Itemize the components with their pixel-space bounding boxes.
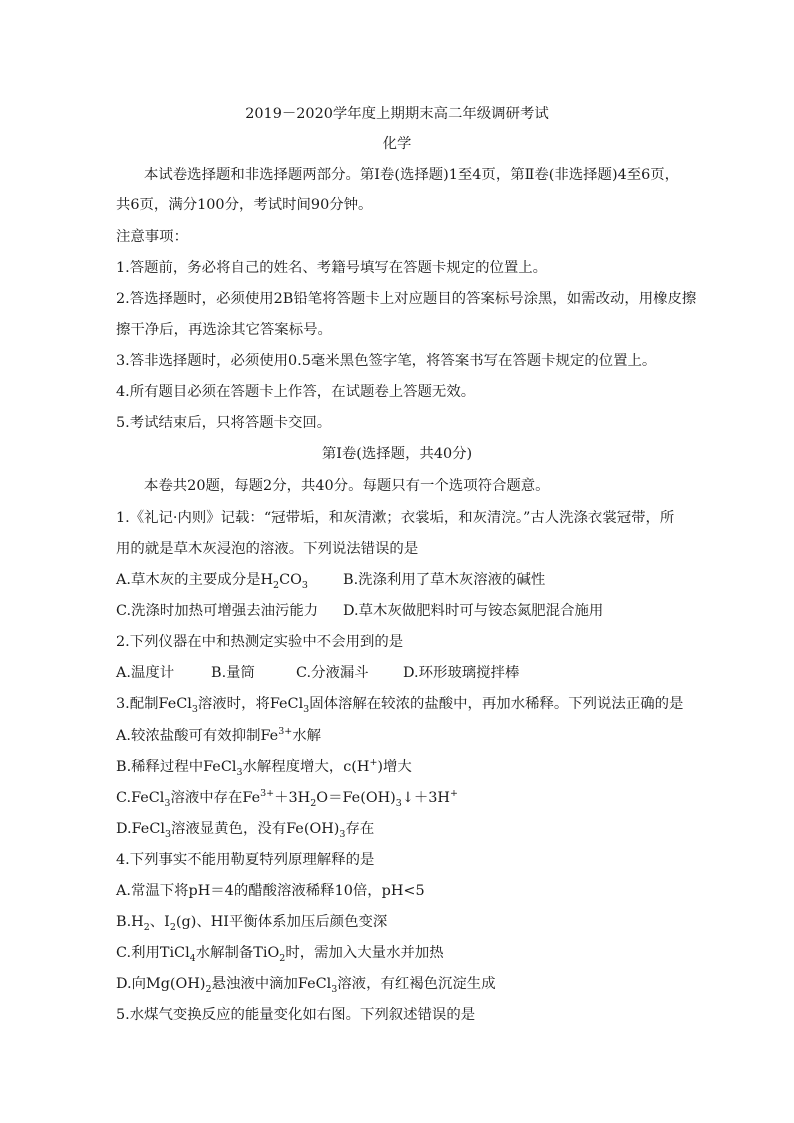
section-title: 第Ⅰ卷(选择题，共40分) [321,446,473,462]
exam-title: 2019－2020学年度上期期末高二年级调研考试 [245,106,549,122]
q4-option-b: $B.H_2$、$I_2(g)$、HI平衡体系加压后颜色变深 [116,914,388,933]
q1-option-a: A.草木灰的主要成分是$H_2CO_3$ [116,572,308,591]
q1-stem-line-2: 用的就是草木灰浸泡的溶液。下列说法错误的是 [116,541,419,557]
q1-stem-line-1: 1.《礼记·内则》记载：“冠带垢，和灰清漱；衣裳垢，和灰清浣。”古人洗涤衣裳冠带，所 [116,510,675,526]
q2-option-b: B.量筒 [211,665,255,681]
note-item: 4.所有题目必须在答题卡上作答，在试题卷上答题无效。 [116,384,476,400]
q1-option-d: D.草木灰做肥料时可与铵态氮肥混合施用 [343,603,604,619]
q3-option-c: C.FeCl$_3$溶液中存在$Fe^{3+}+3H_2O=Fe(OH)_3↓+3H^+$ [116,788,458,809]
note-item: 5.考试结束后，只将答题卡交回。 [116,415,332,431]
q4-option-c: C.利用TiCl$_4$水解制备TiO$_2$时，需加入大量水并加热 [116,945,444,964]
intro-line-2: 共6页，满分100分，考试时间90分钟。 [116,197,373,213]
note-item: 2.答选择题时，必须使用2B铅笔将答题卡上对应题目的答案标号涂黑，如需改动，用橡皮擦 [116,291,697,307]
q1-option-c: C.洗涤时加热可增强去油污能力 [116,603,319,619]
subject-title: 化学 [382,136,412,152]
section-instruction: 本卷共20题，每题2分，共40分。每题只有一个选项符合题意。 [144,478,550,494]
q3-stem: 3.配制FeCl$_3$溶液时，将FeCl$_3$固体溶解在较浓的盐酸中，再加水稀释。下列说法正确的是 [116,696,684,715]
q2-option-c: C.分液漏斗 [296,665,369,681]
q2-stem: 2.下列仪器在中和热测定实验中不会用到的是 [116,634,404,650]
q3-option-a: A.较浓盐酸可有效抑制$Fe^{3+}$水解 [116,726,322,744]
q2-option-d: D.环形玻璃搅拌棒 [403,665,520,681]
note-item: 1.答题前，务必将自己的姓名、考籍号填写在答题卡规定的位置上。 [116,260,548,276]
q3-option-b: B.稀释过程中FeCl$_3$水解程度增大，c(H+)增大 [116,757,412,778]
q1-option-b: B.洗涤利用了草木灰溶液的碱性 [343,572,546,588]
q4-option-d: D.向$Mg(OH)_2$悬浊液中滴加FeCl$_3$溶液，有红褐色沉淀生成 [116,976,496,995]
note-item: 3.答非选择题时，必须使用0.5毫米黑色签字笔，将答案书写在答题卡规定的位置上。 [116,353,657,369]
q2-option-a: A.温度计 [116,665,175,681]
q5-stem: 5.水煤气变换反应的能量变化如右图。下列叙述错误的是 [116,1007,476,1023]
notes-heading: 注意事项： [116,229,188,245]
q4-option-a: A.常温下将pH＝4的醋酸溶液稀释10倍，pH<5 [116,883,425,899]
q3-option-d: D.FeCl$_3$溶液显黄色，没有$Fe(OH)_3$存在 [116,821,375,840]
intro-line-1: 本试卷选择题和非选择题两部分。第Ⅰ卷(选择题)1至4页，第Ⅱ卷(非选择题)4至6页， [144,167,680,183]
q4-stem: 4.下列事实不能用勒夏特列原理解释的是 [116,852,375,868]
note-item: 擦干净后，再选涂其它答案标号。 [116,322,332,338]
